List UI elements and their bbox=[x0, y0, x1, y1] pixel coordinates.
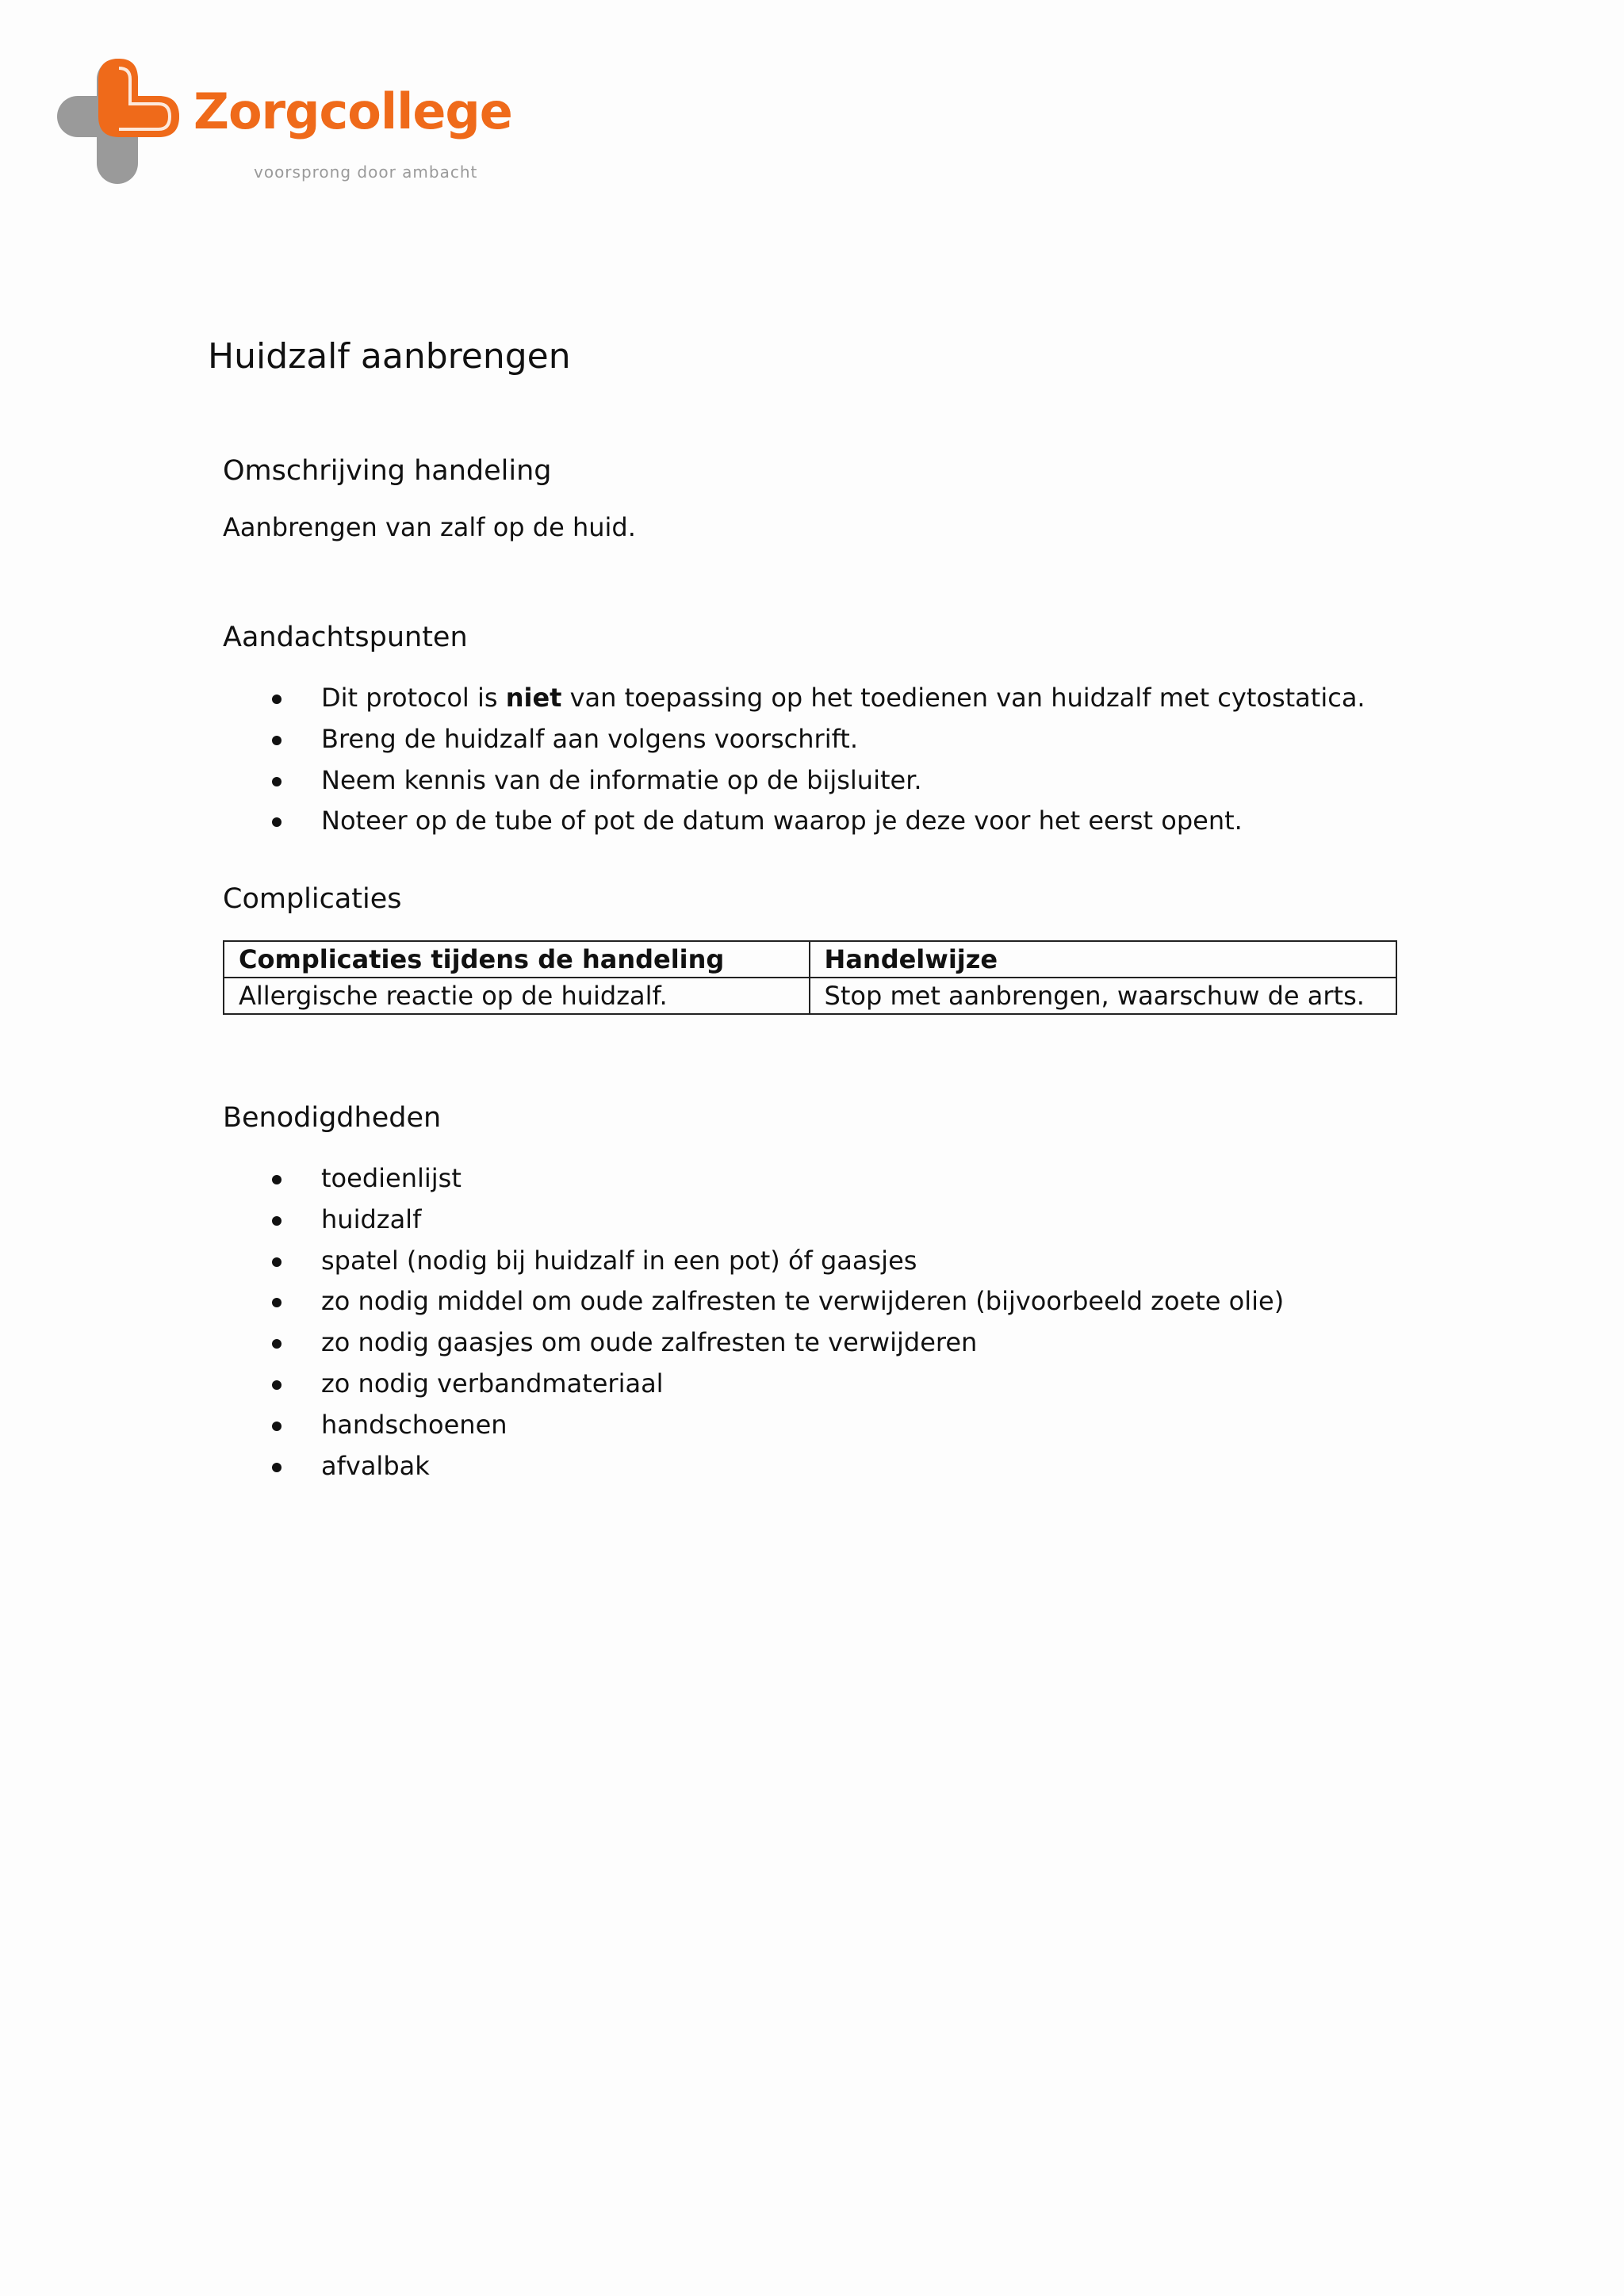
list-item-text: Breng de huidzalf aan volgens voorschrift. bbox=[321, 723, 858, 754]
list-item-text: zo nodig verbandmateriaal bbox=[321, 1368, 664, 1399]
list-item-text: zo nodig middel om oude zalfresten te verwijderen (bijvoorbeeld zoete olie) bbox=[321, 1286, 1285, 1317]
list-item bbox=[223, 1200, 1284, 1241]
bullet-icon bbox=[272, 1175, 282, 1184]
bullet-icon bbox=[272, 777, 282, 786]
section-heading-aandachtspunten: Aandachtspunten bbox=[223, 622, 468, 653]
bullet-icon bbox=[272, 695, 282, 704]
list-item-text: zo nodig gaasjes om oude zalfresten te verwijderen bbox=[321, 1327, 978, 1358]
list-item bbox=[223, 1322, 1284, 1364]
bullet-icon bbox=[272, 1257, 282, 1267]
list-item-text: handschoenen bbox=[321, 1409, 508, 1440]
list-item bbox=[223, 678, 1365, 719]
table-row bbox=[224, 978, 1396, 1014]
bullet-icon bbox=[272, 736, 282, 745]
list-item bbox=[223, 801, 1365, 842]
section-heading-benodigdheden: Benodigdheden bbox=[223, 1102, 442, 1134]
zorgcollege-logo bbox=[57, 59, 512, 193]
complicaties-table bbox=[223, 940, 1397, 1015]
table-header-cell: Complicaties tijdens de handeling bbox=[224, 941, 810, 978]
omschrijving-text: Aanbrengen van zalf op de huid. bbox=[223, 512, 636, 542]
bullet-icon bbox=[272, 817, 282, 827]
page-title: Huidzalf aanbrengen bbox=[208, 336, 571, 377]
list-item-text: spatel (nodig bij huidzalf in een pot) óf gaasjes bbox=[321, 1245, 917, 1276]
list-item-text: afvalbak bbox=[321, 1450, 430, 1481]
medical-cross-logo-icon bbox=[57, 59, 192, 186]
benodigdheden-list bbox=[223, 1158, 1284, 1487]
aandachtspunten-list bbox=[223, 678, 1365, 842]
section-heading-complicaties: Complicaties bbox=[223, 883, 402, 915]
list-item-text: Noteer op de tube of pot de datum waarop je deze voor het eerst opent. bbox=[321, 806, 1243, 836]
list-item bbox=[223, 1405, 1284, 1446]
bullet-icon bbox=[272, 1422, 282, 1431]
list-item bbox=[223, 1241, 1284, 1282]
table-cell: Allergische reactie op de huidzalf. bbox=[224, 978, 810, 1014]
bullet-icon bbox=[272, 1380, 282, 1390]
list-item bbox=[223, 1158, 1284, 1200]
bullet-icon bbox=[272, 1216, 282, 1226]
list-item bbox=[223, 719, 1365, 760]
section-heading-omschrijving: Omschrijving handeling bbox=[223, 455, 552, 487]
bullet-icon bbox=[272, 1298, 282, 1307]
list-item bbox=[223, 1446, 1284, 1487]
list-item-text-after: van toepassing op het toedienen van huidzalf met cytostatica. bbox=[561, 683, 1365, 713]
bullet-icon bbox=[272, 1339, 282, 1349]
list-item-text: Neem kennis van de informatie op de bijsluiter. bbox=[321, 764, 922, 795]
table-header-row bbox=[224, 941, 1396, 978]
list-item bbox=[223, 760, 1365, 802]
logo-wordmark: Zorgcollege bbox=[193, 82, 512, 140]
list-item-text: toedienlijst bbox=[321, 1163, 462, 1193]
logo-tagline: voorsprong door ambacht bbox=[254, 163, 478, 182]
list-item bbox=[223, 1364, 1284, 1405]
list-item bbox=[223, 1281, 1284, 1322]
table-header-cell: Handelwijze bbox=[810, 941, 1396, 978]
list-item-emphasis: niet bbox=[505, 683, 562, 713]
table-cell: Stop met aanbrengen, waarschuw de arts. bbox=[810, 978, 1396, 1014]
list-item-text: huidzalf bbox=[321, 1203, 422, 1234]
bullet-icon bbox=[272, 1463, 282, 1472]
list-item-text-before: Dit protocol is bbox=[321, 683, 506, 713]
